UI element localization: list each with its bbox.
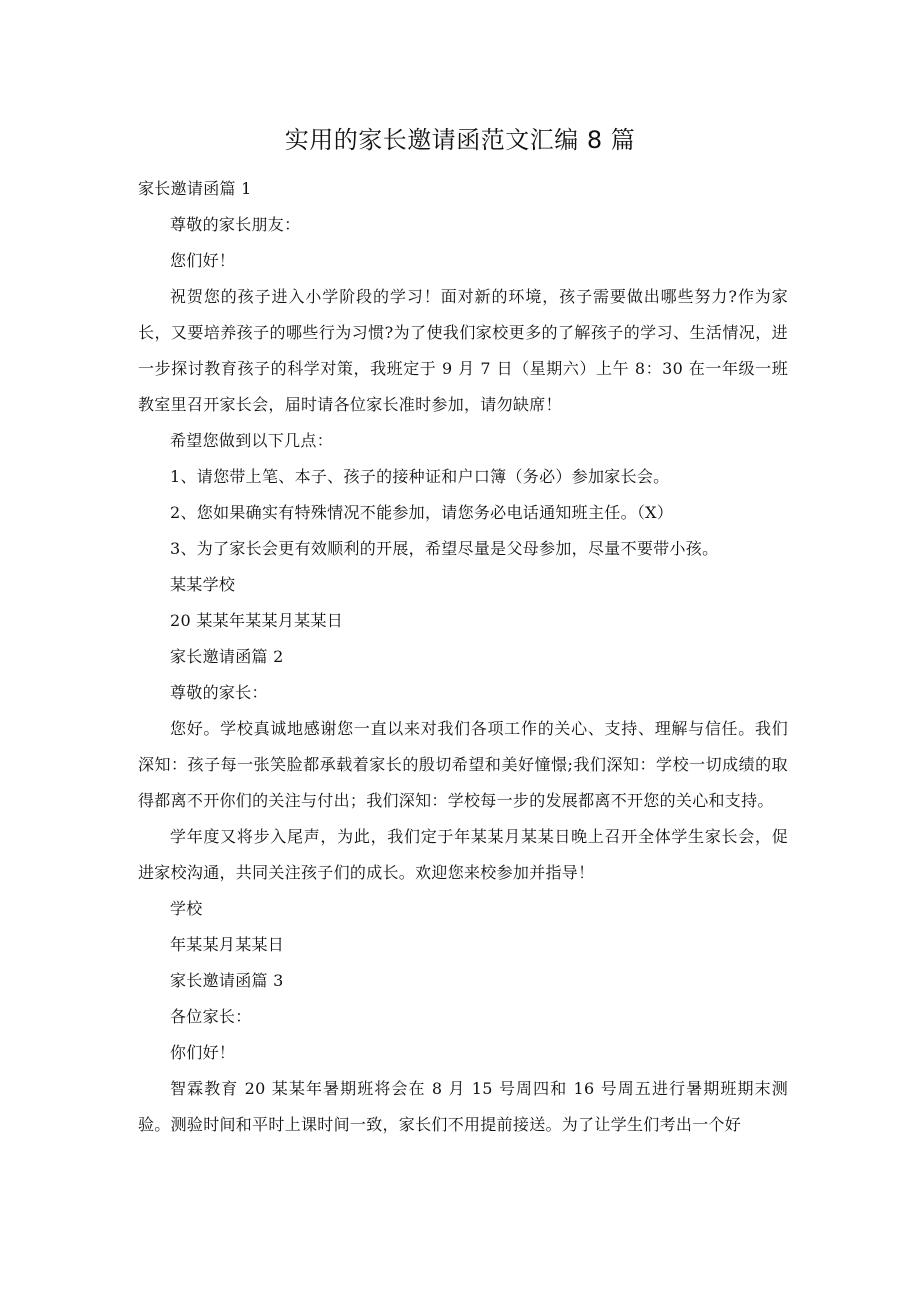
signature-school: 某某学校 — [170, 575, 236, 594]
signature-school: 学校 — [170, 899, 203, 918]
list-item-1: 1、请您带上笔、本子、孩子的接种证和户口簿（务必）参加家长会。 — [170, 467, 670, 486]
body-paragraph: 学年度又将步入尾声，为此，我们定于年某某月某某日晚上召开全体学生家长会，促进家校沟通，共同关注孩子们的成长。欢迎您来校参加并指导！ — [138, 827, 788, 882]
body-paragraph: 您好。学校真诚地感谢您一直以来对我们各项工作的关心、支持、理解与信任。我们深知：孩子每一张笑脸都承载着家长的殷切希望和美好憧憬;我们深知：学校一切成绩的取得都离不开你们的关注与付出；我们深知：学校每一步的发展都离不开您的关心和支持。 — [138, 719, 788, 810]
list-item-3: 3、为了家长会更有效顺利的开展，希望尽量是父母参加，尽量不要带小孩。 — [170, 539, 719, 558]
body-paragraph: 智霖教育 20 某某年暑期班将会在 8 月 15 号周四和 16 号周五进行暑期班期末测验。测验时间和平时上课时间一致，家长们不用提前接送。为了让学生们考出一个好 — [138, 1079, 788, 1134]
document-body — [138, 171, 788, 1143]
section-heading-2: 家长邀请函篇 2 — [170, 647, 284, 666]
salutation: 各位家长： — [170, 1007, 252, 1026]
list-item-2: 2、您如果确实有特殊情况不能参加，请您务必电话通知班主任。（X） — [170, 503, 674, 522]
signature-date: 20 某某年某某月某某日 — [170, 611, 344, 630]
list-intro: 希望您做到以下几点： — [170, 431, 334, 450]
section-heading-3: 家长邀请函篇 3 — [170, 971, 284, 990]
signature-date: 年某某月某某日 — [170, 935, 285, 954]
document-title: 实用的家长邀请函范文汇编 8 篇 — [284, 126, 636, 154]
greeting: 你们好！ — [170, 1043, 236, 1062]
salutation: 尊敬的家长朋友： — [170, 215, 301, 234]
greeting: 您们好！ — [170, 251, 236, 270]
salutation: 尊敬的家长： — [170, 683, 268, 702]
body-paragraph: 祝贺您的孩子进入小学阶段的学习！面对新的环境，孩子需要做出哪些努力?作为家长，又要培养孩子的哪些行为习惯?为了使我们家校更多的了解孩子的学习、生活情况，进一步探讨教育孩子的科学对策，我班定于 9 月 7 日（星期六）上午 8：30 在一年级一班教室里召开家长会，届时请各位家长准时参加，请勿缺席！ — [138, 287, 788, 414]
section-heading-1: 家长邀请函篇 1 — [138, 179, 252, 198]
